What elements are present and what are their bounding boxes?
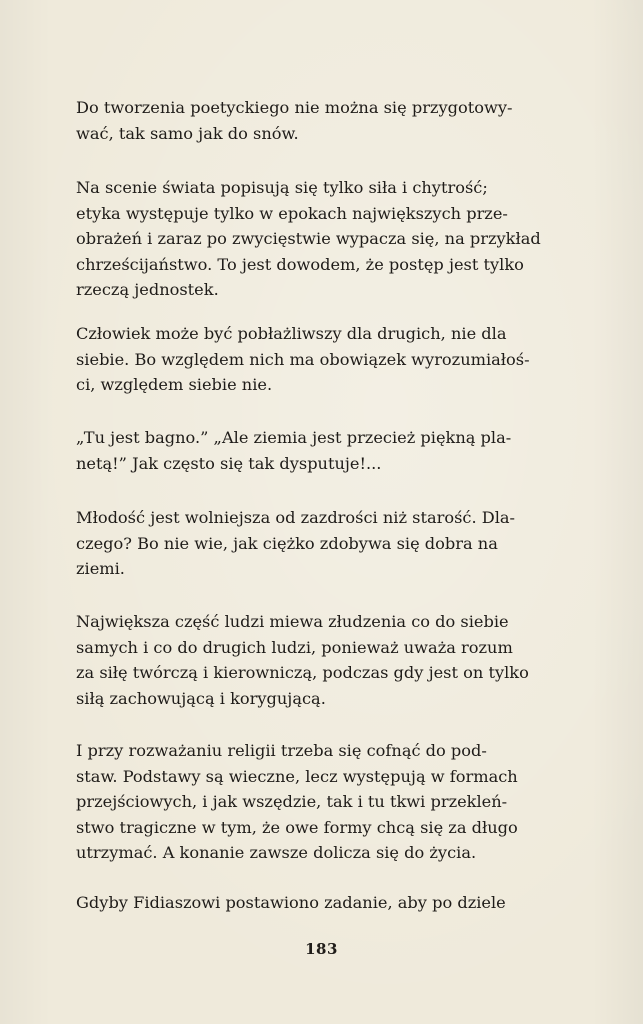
paragraph-2: Na scenie świata popisują się tylko siła i chytrość; etyka występuje tylko w epokach największych prze- obrażeń i zaraz po zwycięstwie wypacza się, na przykład chrześcijaństwo. To jest dowodem, że postęp jest tylko rzeczą jednostek. bbox=[76, 178, 541, 299]
paragraph-1: Do tworzenia poetyckiego nie można się przygotowy- wać, tak samo jak do snów. bbox=[76, 98, 513, 143]
paragraph-3: Człowiek może być pobłażliwszy dla drugich, nie dla siebie. Bo względem nich ma obowiązek wyrozumiałoś- ci, względem siebie nie. bbox=[76, 324, 530, 394]
paragraph-8: Gdyby Fidiaszowi postawiono zadanie, aby po dziele bbox=[76, 893, 506, 912]
page-number: 183 bbox=[305, 940, 338, 958]
paragraph-4: „Tu jest bagno.” „Ale ziemia jest przecież piękną pla- netą!” Jak często się tak dysputuje!... bbox=[76, 428, 512, 473]
paragraph-7: I przy rozważaniu religii trzeba się cofnąć do pod- staw. Podstawy są wieczne, lecz występują w formach przejściowych, i jak wszędzie, tak i tu tkwi przekleń- stwo tragiczne w tym, że owe formy chcą się za długo utrzymać. A konanie zawsze dolicza się do życia. bbox=[76, 741, 518, 862]
paragraph-6: Największa część ludzi miewa złudzenia co do siebie samych i co do drugich ludzi, ponieważ uważa rozum za siłę twórczą i kierowniczą, podczas gdy jest on tylko siłą zachowującą i korygującą. bbox=[76, 612, 529, 708]
paragraph-5: Młodość jest wolniejsza od zazdrości niż starość. Dla- czego? Bo nie wie, jak ciężko zdobywa się dobra na ziemi. bbox=[76, 508, 516, 578]
